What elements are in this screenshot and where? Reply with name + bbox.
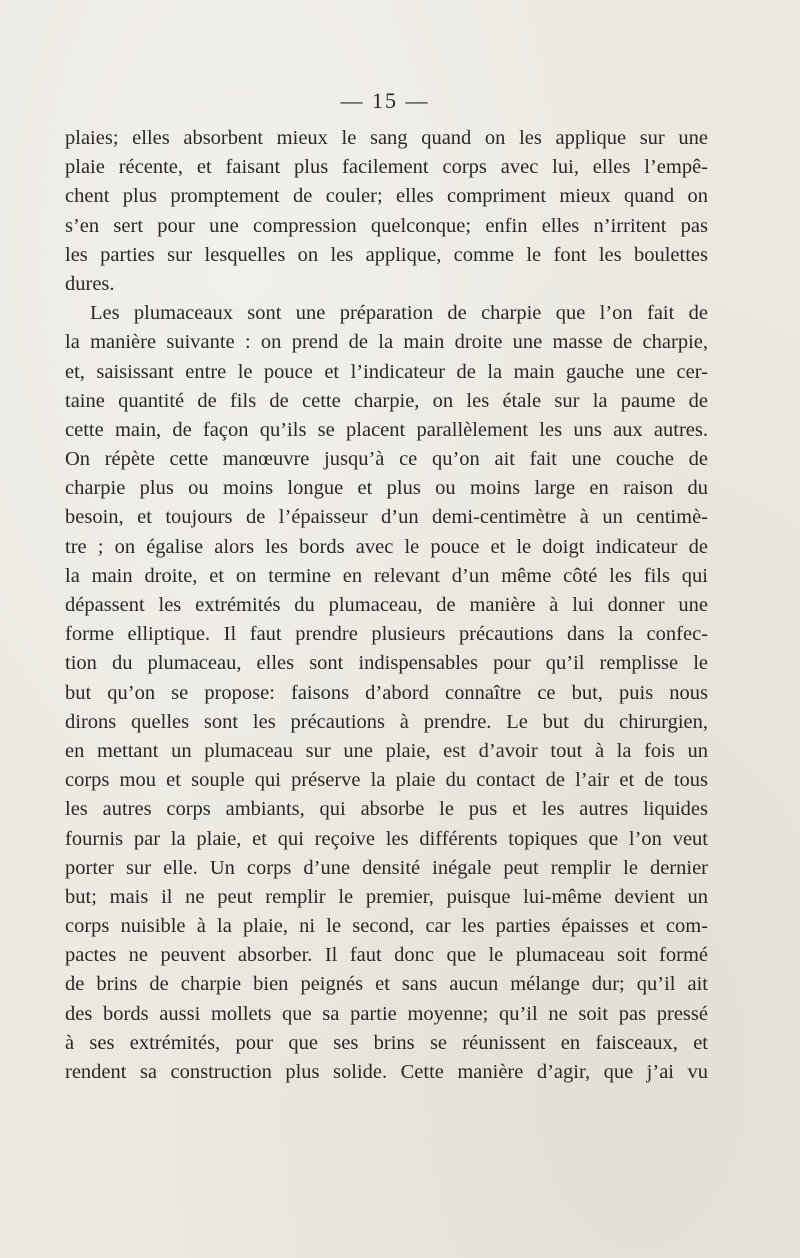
paragraph [65,299,708,1087]
text-line: forme elliptique. Il faut prendre plusieurs précautions dans la confec- [65,623,708,646]
text-line: On répète cette manœuvre jusqu’à ce qu’on ait fait une couche de [65,448,708,471]
text-line: rendent sa construction plus solide. Cette manière d’agir, que j’ai vu [65,1061,708,1083]
text-line: des bords aussi mollets que sa partie moyenne; qu’il ne soit pas pressé [65,1002,708,1025]
text-line: but; mais il ne peut remplir le premier, puisque lui-même devient un [65,885,708,908]
text-line: fournis par la plaie, et qui reçoive les différents topiques que l’on veut [65,827,708,850]
text-line: et, saisissant entre le pouce et l’indicateur de la main gauche une cer- [65,360,708,383]
text-line: porter sur elle. Un corps d’une densité inégale peut remplir le dernier [65,856,708,879]
text-line: chent plus promptement de couler; elles compriment mieux quand on [65,185,708,208]
page-number: — 15 — [340,88,430,113]
text-line: dures. [65,272,115,295]
text-line: besoin, et toujours de l’épaisseur d’un demi-centimètre à un centimè- [65,506,708,529]
text-line: plaies; elles absorbent mieux le sang quand on les applique sur une [65,127,708,149]
text-line: tre ; on égalise alors les bords avec le pouce et le doigt indicateur de [65,535,708,558]
text-line: but qu’on se propose: faisons d’abord connaître ce but, puis nous [65,681,708,704]
text-line: les parties sur lesquelles on les applique, comme le font les boulettes [65,243,708,266]
text-line: en mettant un plumaceau sur une plaie, est d’avoir tout à la fois un [65,739,708,762]
text-line: plaie récente, et faisant plus facilement corps avec lui, elles l’empê- [65,156,708,179]
text-line: les autres corps ambiants, qui absorbe le pus et les autres liquides [65,798,708,821]
text-line: tion du plumaceau, elles sont indispensables pour qu’il remplisse le [65,652,708,675]
text-line: taine quantité de fils de cette charpie, on les étale sur la paume de [65,389,708,412]
text-line: corps nuisible à la plaie, ni le second, car les parties épaisses et com- [65,915,708,938]
text-line: dépassent les extrémités du plumaceau, de manière à lui donner une [65,594,708,616]
text-line: dirons quelles sont les précautions à prendre. Le but du chirurgien, [65,710,708,733]
text-line: s’en sert pour une compression quelconque; enfin elles n’irritent pas [65,214,708,237]
text-line: Les plumaceaux sont une préparation de charpie que l’on fait de [90,302,708,325]
text-line: de brins de charpie bien peignés et sans aucun mélange dur; qu’il ait [65,973,708,996]
text-line: charpie plus ou moins longue et plus ou moins large en raison du [65,477,708,500]
body-text [65,124,708,1087]
text-line: à ses extrémités, pour que ses brins se réunissent en faisceaux, et [65,1031,708,1054]
text-line: pactes ne peuvent absorber. Il faut donc que le plumaceau soit formé [65,944,708,967]
text-line: corps mou et souple qui préserve la plaie du contact de l’air et de tous [65,769,708,792]
text-line: cette main, de façon qu’ils se placent parallèlement les uns aux autres. [65,418,708,441]
paragraph [65,124,708,299]
text-line: la main droite, et on termine en relevant d’un même côté les fils qui [65,564,708,587]
text-line: la manière suivante : on prend de la main droite une masse de charpie, [65,331,708,354]
